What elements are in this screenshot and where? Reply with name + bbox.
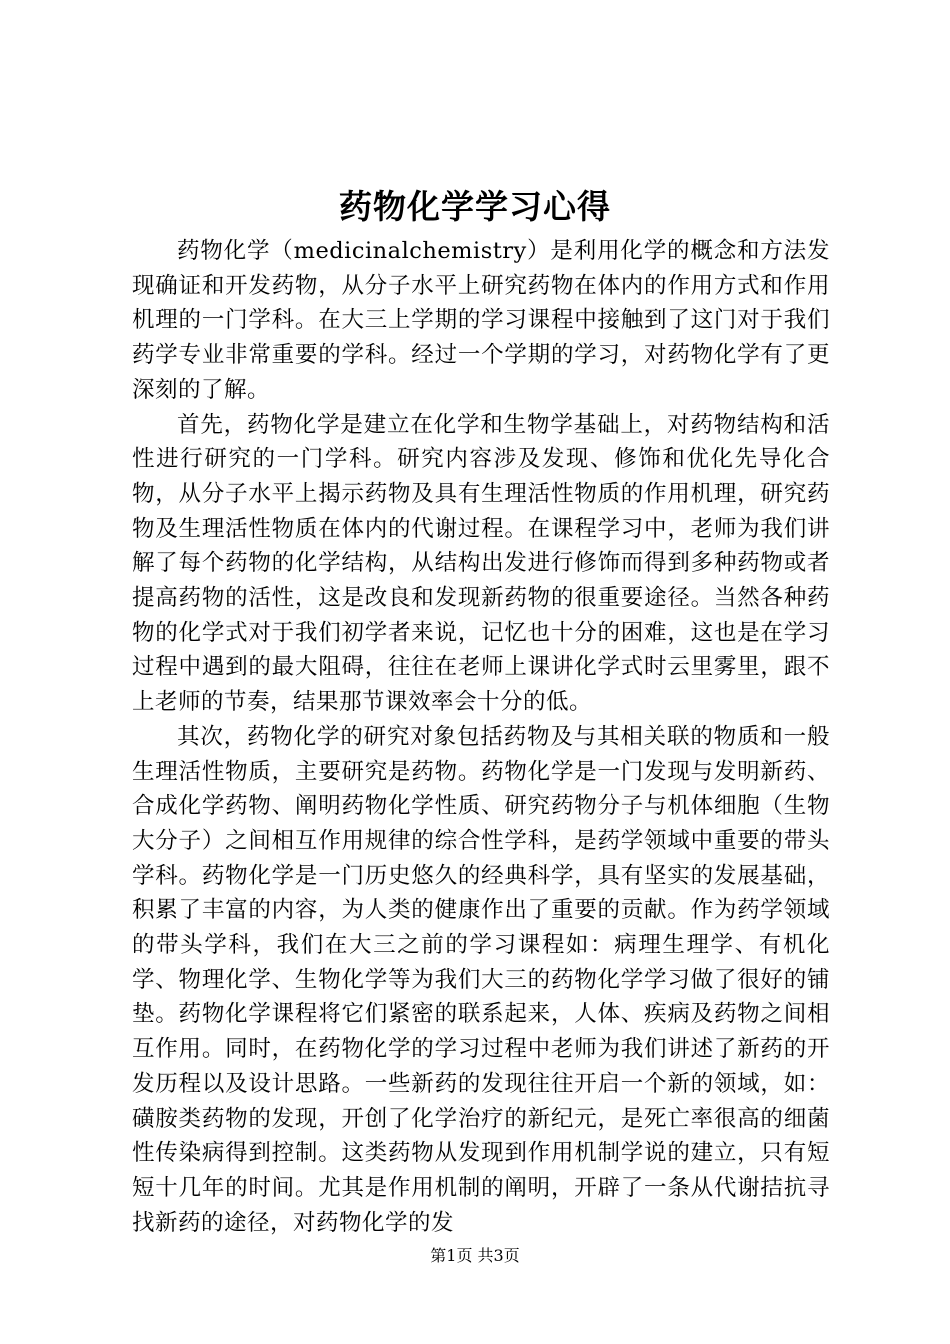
paragraph-3: 其次，药物化学的研究对象包括药物及与其相关联的物质和一般生理活性物质，主要研究是药物。药物化学是一门发现与发明新药、合成化学药物、阐明药物化学性质、研究药物分子与机体细胞（生物大分子）之间相互作用规律的综合性学科，是药学领域中重要的带头学科。药物化学是一门历史悠久的经典科学，具有坚实的发展基础，积累了丰富的内容，为人类的健康作出了重要的贡献。作为药学领域的带头学科，我们在大三之前的学习课程如：病理生理学、有机化学、物理化学、生物化学等为我们大三的药物化学学习做了很好的铺垫。药物化学课程将它们紧密的联系起来，人体、疾病及药物之间相互作用。同时，在药物化学的学习过程中老师为我们讲述了新药的开发历程以及设计思路。一些新药的发现往往开启一个新的领域，如：磺胺类药物的发现，开创了化学治疗的新纪元，是死亡率很高的细菌性传染病得到控制。这类药物从发现到作用机制学说的建立，只有短短十几年的时间。尤其是作用机制的阐明，开辟了一条从代谢拮抗寻找新药的途径，对药物化学的发 <box>132 723 830 1236</box>
page-number-footer: 第1页 共3页 <box>430 1246 520 1265</box>
paragraph-2: 首先，药物化学是建立在化学和生物学基础上，对药物结构和活性进行研究的一门学科。研究内容涉及发现、修饰和优化先导化合物，从分子水平上揭示药物及具有生理活性物质的作用机理，研究药物及生理活性物质在体内的代谢过程。在课程学习中，老师为我们讲解了每个药物的化学结构，从结构出发进行修饰而得到多种药物或者提高药物的活性，这是改良和发现新药物的很重要途径。当然各种药物的化学式对于我们初学者来说，记忆也十分的困难，这也是在学习过程中遇到的最大阻碍，往往在老师上课讲化学式时云里雾里，跟不上老师的节奏，结果那节课效率会十分的低。 <box>132 411 830 716</box>
document-title: 药物化学学习心得 <box>339 187 611 226</box>
document-body <box>132 234 830 1240</box>
paragraph-1: 药物化学（medicinalchemistry）是利用化学的概念和方法发现确证和开发药物，从分子水平上研究药物在体内的作用方式和作用机理的一门学科。在大三上学期的学习课程中接触到了这门对于我们药学专业非常重要的学科。经过一个学期的学习，对药物化学有了更深刻的了解。 <box>132 238 830 403</box>
